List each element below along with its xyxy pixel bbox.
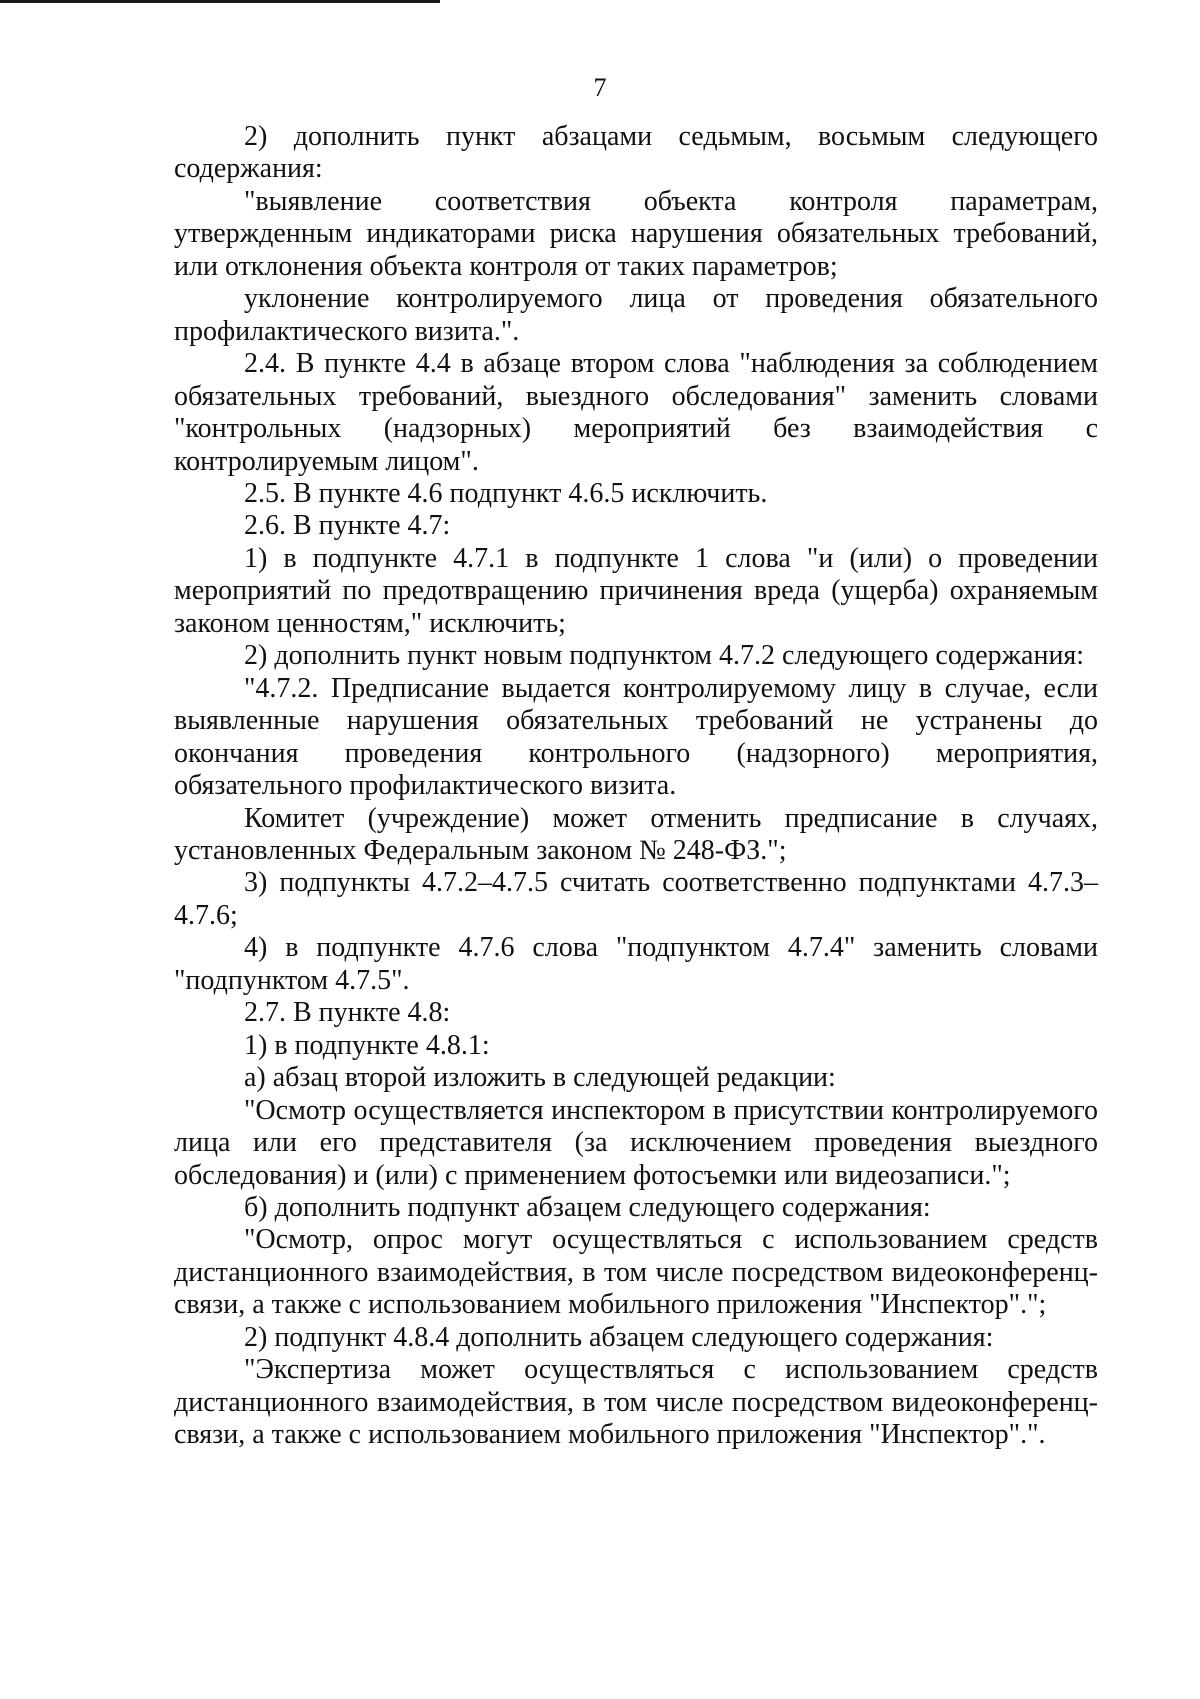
paragraph: 2.4. В пункте 4.4 в абзаце втором слова "наблюдения за соблюдением обязательных требований, выездного обследования" заменить словами "контрольных (надзорных) мероприятий без взаимодействия с контролируемым лицом".: [174, 348, 1098, 477]
paragraph: Комитет (учреждение) может отменить предписание в случаях, установленных Федеральным законом № 248-ФЗ.";: [174, 802, 1098, 866]
paragraph: 1) в подпункте 4.8.1:: [244, 1029, 490, 1061]
paragraph: "выявление соответствия объекта контроля параметрам, утвержденным индикаторами риска нарушения обязательных требований, или отклонения объекта контроля от таких параметров;: [174, 185, 1098, 282]
page-number: 7: [593, 73, 607, 102]
paragraph: 2.7. В пункте 4.8:: [244, 997, 451, 1029]
paragraph: "Осмотр, опрос могут осуществляться с использованием средств дистанционного взаимодействия, в том числе посредством видеоконференц-связи, а также с использованием мобильного приложения "Инспектор".";: [174, 1224, 1098, 1321]
paragraph: "Экспертиза может осуществляться с использованием средств дистанционного взаимодействия, в том числе посредством видеоконференц-связи, а также с использованием мобильного приложения "Инспектор".".: [174, 1354, 1098, 1451]
paragraph: а) абзац второй изложить в следующей редакции:: [244, 1062, 836, 1094]
paragraph: 1) в подпункте 4.7.1 в подпункте 1 слова "и (или) о проведении мероприятий по предотвращению причинения вреда (ущерба) охраняемым законом ценностям," исключить;: [174, 542, 1098, 639]
paragraph: 4) в подпункте 4.7.6 слова "подпунктом 4.7.4" заменить словами "подпунктом 4.7.5".: [174, 932, 1098, 996]
paragraph: 2) дополнить пункт новым подпунктом 4.7.2 следующего содержания:: [244, 640, 1085, 672]
paragraph: 2) подпункт 4.8.4 дополнить абзацем следующего содержания:: [244, 1321, 994, 1353]
paragraph: б) дополнить подпункт абзацем следующего содержания:: [244, 1191, 931, 1223]
paragraph: 2.5. В пункте 4.6 подпункт 4.6.5 исключить.: [244, 477, 768, 509]
paragraph: "Осмотр осуществляется инспектором в присутствии контролируемого лица или его представителя (за исключением проведения выездного обследования) и (или) с применением фотосъемки или видеозаписи.";: [174, 1094, 1098, 1191]
paragraph: 2.6. В пункте 4.7:: [244, 510, 451, 542]
scan-top-rule: [0, 0, 440, 3]
paragraph: "4.7.2. Предписание выдается контролируемому лицу в случае, если выявленные нарушения обязательных требований не устранены до окончания проведения контрольного (надзорного) мероприятия, обязательного профилактического визита.: [174, 672, 1098, 802]
paragraph: 2) дополнить пункт абзацами седьмым, восьмым следующего содержания:: [174, 121, 1098, 185]
paragraph: 3) подпункты 4.7.2–4.7.5 считать соответственно подпунктами 4.7.3–4.7.6;: [174, 867, 1098, 931]
paragraph: уклонение контролируемого лица от проведения обязательного профилактического визита.".: [174, 283, 1098, 347]
document-body: [174, 121, 1098, 1452]
